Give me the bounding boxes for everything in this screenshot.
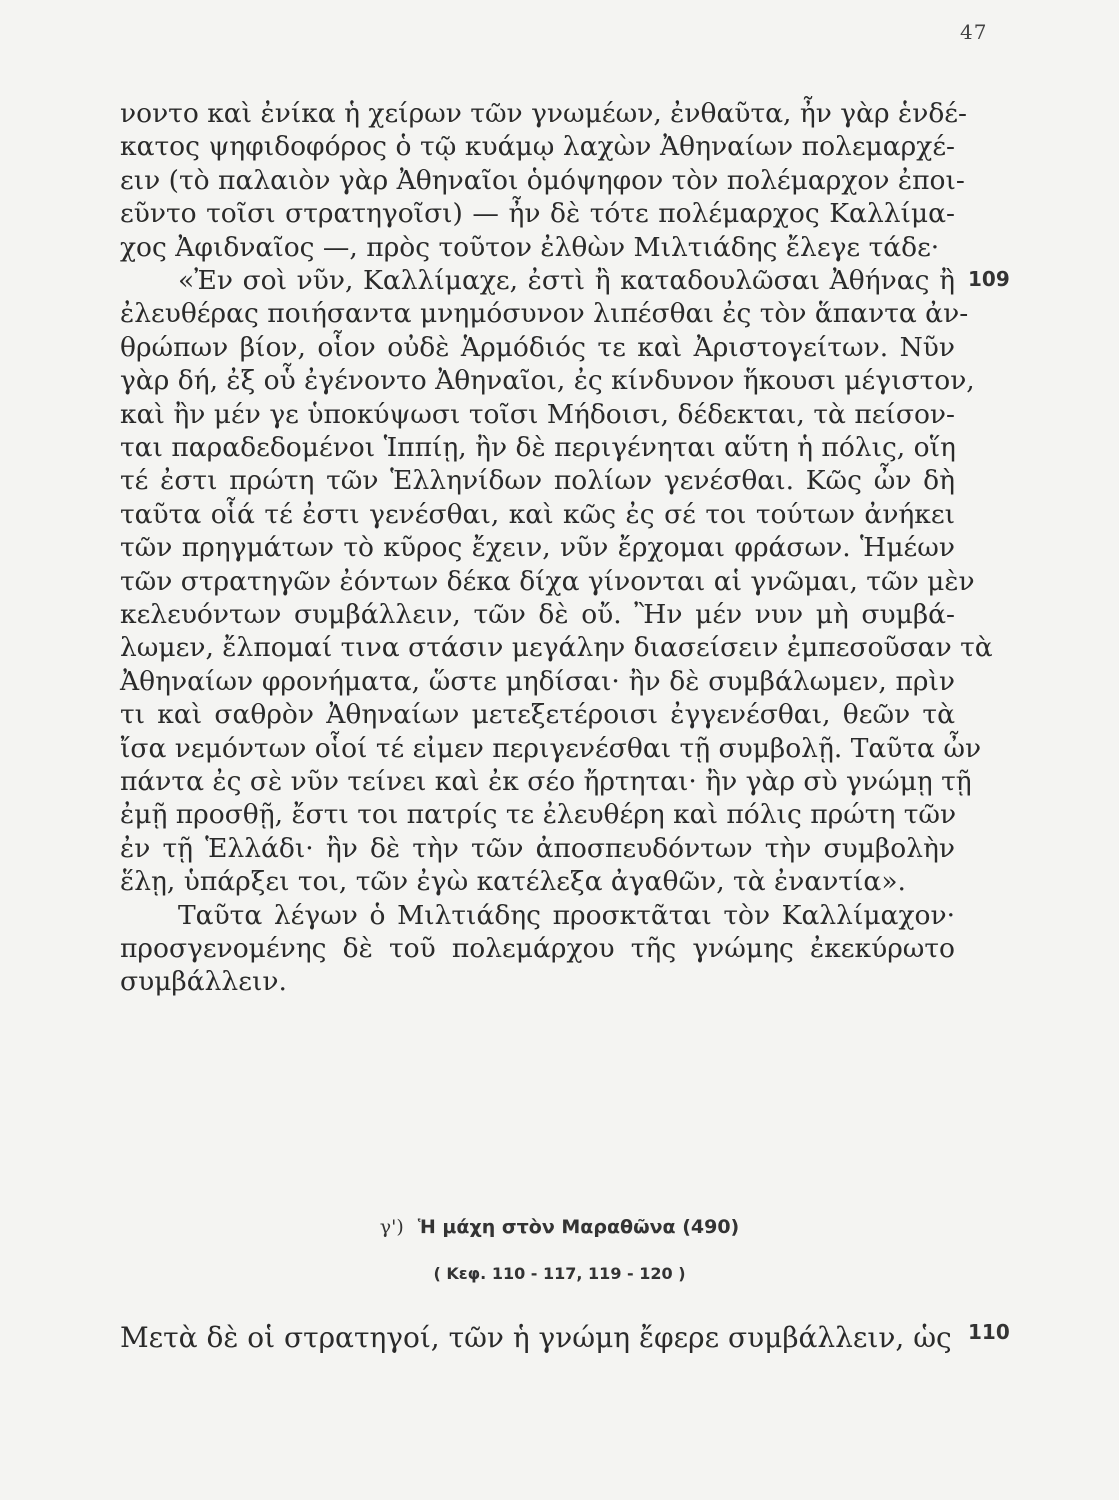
text-line: γὰρ δή, ἐξ οὗ ἐγένοντο Ἀθηναῖοι, ἐς κίνδυνον ἥκουσι μέγιστον, (120, 365, 975, 397)
text-line: ἐλευθέρας ποιήσαντα μνημόσυνον λιπέσθαι ἐς τὸν ἅπαντα ἀν- (120, 298, 969, 330)
text-line: πάντα ἐς σὲ νῦν τείνει καὶ ἐκ σέο ἤρτηται· ἢν γὰρ σὺ γνώμῃ τῇ (120, 766, 972, 797)
final-line: Μετὰ δὲ οἱ στρατηγοί, τῶν ἡ γνώμη ἔφερε συμβάλλειν, ὡς (120, 1321, 952, 1354)
text-line: ταῦτα οἷά τέ ἐστι γενέσθαι, καὶ κῶς ἐς σέ τοι τούτων ἀνήκει (120, 498, 955, 530)
margin-number-109: 109 (968, 267, 1010, 291)
text-line: ἐμῇ προσθῇ, ἔστι τοι πατρίς τε ἐλευθέρη καὶ πόλις πρώτη τῶν (120, 799, 957, 831)
margin-number-110: 110 (968, 1320, 1010, 1344)
text-line: λωμεν, ἔλπομαί τινα στάσιν μεγάλην διασείσειν ἐμπεσοῦσαν τὰ (120, 632, 993, 664)
text-line: κατος ψηφιδοφόρος ὁ τῷ κυάμῳ λαχὼν Ἀθηναίων πολεμαρχέ- (120, 131, 955, 163)
text-line: ἐν τῇ Ἑλλάδι· ἢν δὲ τὴν τῶν ἀποσπευδόντων τὴν συμβολὴν (120, 832, 955, 864)
text-line: προσγενομένης δὲ τοῦ πολεμάρχου τῆς γνώμης ἐκεκύρωτο (120, 933, 955, 964)
text-line: τι καὶ σαθρὸν Ἀθηναίων μετεξετέροισι ἐγγενέσθαι, θεῶν τὰ (120, 699, 955, 731)
text-line: Ἀθηναίων φρονήματα, ὥστε μηδίσαι· ἢν δὲ συμβάλωμεν, πρὶν (120, 665, 955, 697)
text-line: ἴσα νεμόντων οἷοί τέ εἰμεν περιγενέσθαι τῇ συμβολῇ. Ταῦτα ὦν (120, 732, 982, 764)
text-line: νοντο καὶ ἐνίκα ἡ χείρων τῶν γνωμέων, ἐνθαῦτα, ἦν γὰρ ἑνδέ- (120, 98, 967, 129)
section-heading (0, 1216, 1119, 1238)
page-number: 47 (960, 20, 988, 44)
text-line: «Ἐν σοὶ νῦν, Καλλίμαχε, ἐστὶ ἢ καταδουλῶσαι Ἀθήνας ἢ (178, 265, 955, 296)
text-line: κελευόντων συμβάλλειν, τῶν δὲ οὔ. Ἢν μέν νυν μὴ συμβά- (120, 599, 955, 630)
text-line: ειν (τὸ παλαιὸν γὰρ Ἀθηναῖοι ὁμόψηφον τὸν πολέμαρχον ἐποι- (120, 164, 965, 196)
text-line: τέ ἐστι πρώτη τῶν Ἑλληνίδων πολίων γενέσθαι. Κῶς ὦν δὴ (120, 465, 955, 497)
text-line: συμβάλλειν. (120, 966, 287, 998)
text-line: Ταῦτα λέγων ὁ Μιλτιάδης προσκτᾶται τὸν Καλλίμαχον· (178, 899, 955, 931)
text-line: χος Ἀφιδναῖος —, πρὸς τοῦτον ἐλθὼν Μιλτιάδης ἔλεγε τάδε· (120, 231, 940, 263)
text-line: ται παραδεδομένοι Ἱππίῃ, ἢν δὲ περιγένηται αὕτη ἡ πόλις, οἵη (120, 432, 956, 463)
section-title: Ἡ μάχη στὸν Μαραθῶνα (490) (417, 1216, 740, 1238)
text-line: καὶ ἢν μέν γε ὑποκύψωσι τοῖσι Μήδοισι, δέδεκται, τὰ πείσον- (120, 398, 955, 430)
text-line: τῶν στρατηγῶν ἐόντων δέκα δίχα γίνονται αἱ γνῶμαι, τῶν μὲν (120, 565, 975, 597)
text-line: ἕλῃ, ὑπάρξει τοι, τῶν ἐγὼ κατέλεξα ἀγαθῶν, τὰ ἐναντία». (120, 866, 906, 898)
text-line: θρώπων βίον, οἷον οὐδὲ Ἁρμόδιός τε καὶ Ἀριστογείτων. Νῦν (120, 331, 955, 363)
text-line: τῶν πρηγμάτων τὸ κῦρος ἔχειν, νῦν ἔρχομαι φράσων. Ἡμέων (120, 532, 955, 564)
text-line: εῦντο τοῖσι στρατηγοῖσι) — ἦν δὲ τότε πολέμαρχος Καλλίμα- (120, 198, 955, 230)
section-chapters: ( Κεφ. 110 - 117, 119 - 120 ) (433, 1264, 686, 1283)
section-letter: γ') (379, 1216, 404, 1238)
